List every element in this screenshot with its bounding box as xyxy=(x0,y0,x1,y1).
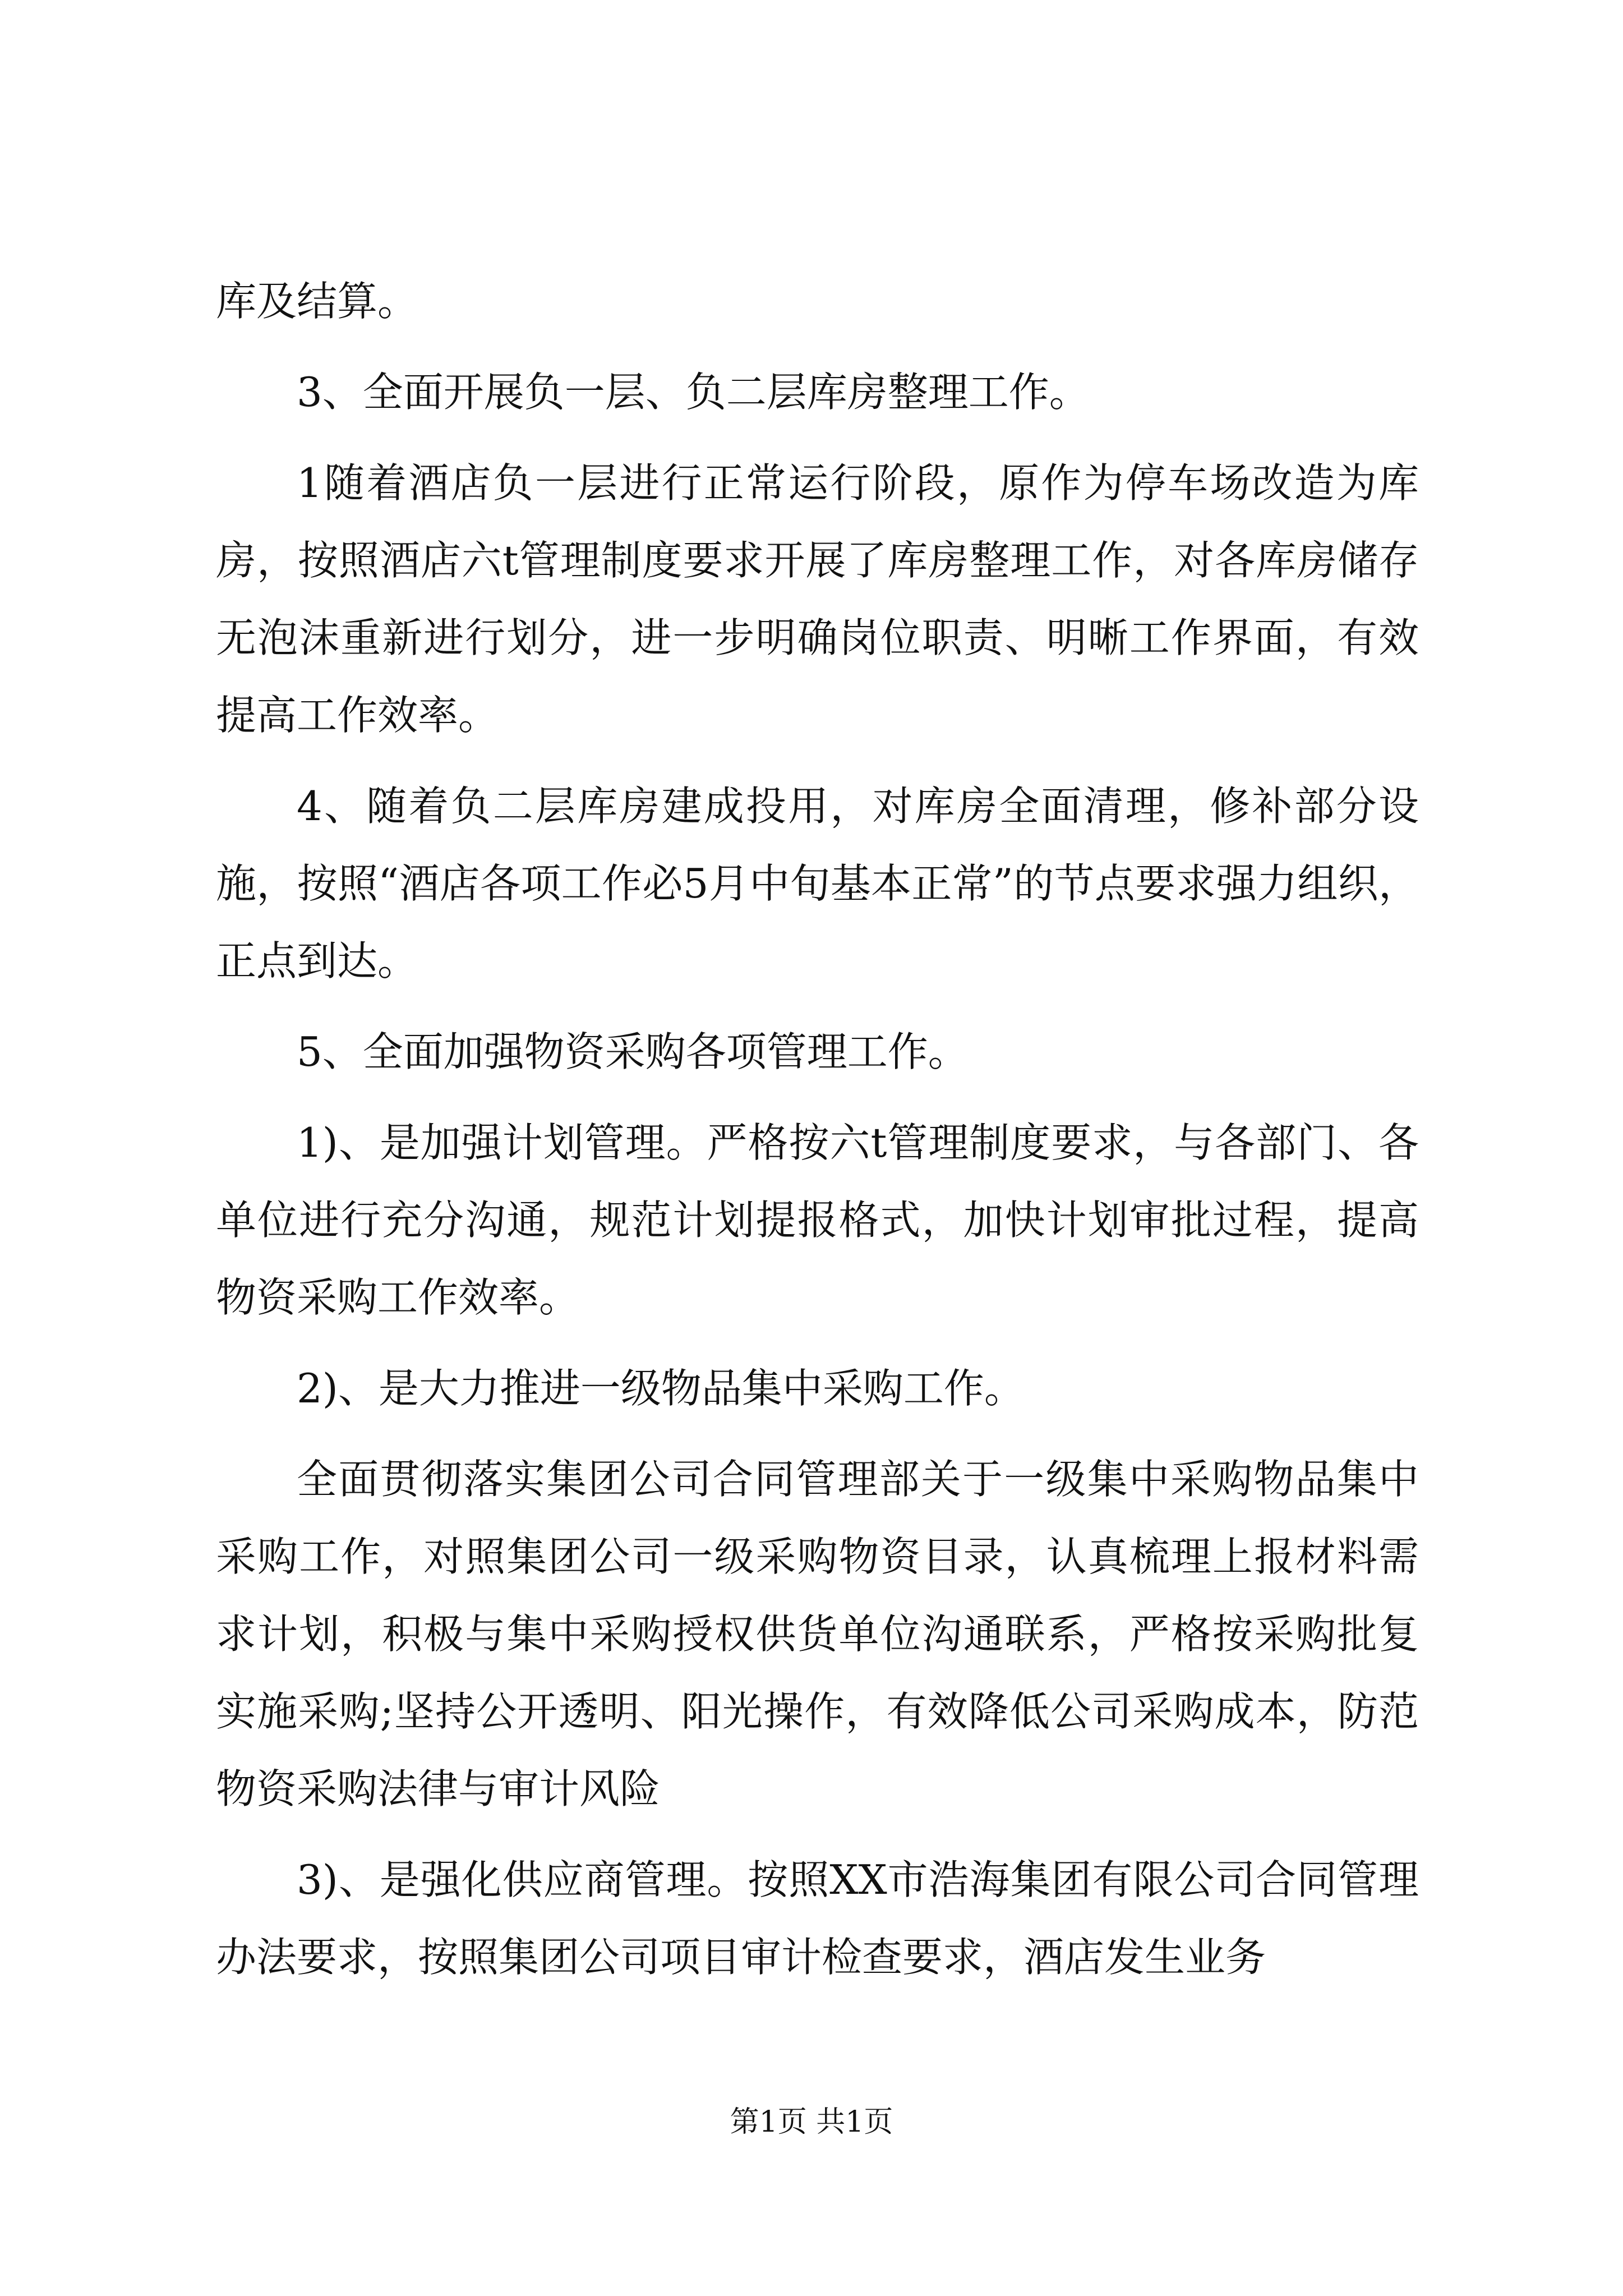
paragraph: 库及结算。 xyxy=(216,278,418,325)
paragraph: 1)、是加强计划管理。严格按六t管理制度要求，与各部门、各单位进行充分沟通，规范计划提报格式，加快计划审批过程，提高物资采购工作效率。 xyxy=(216,1119,1419,1321)
paragraph: 5、全面加强物资采购各项管理工作。 xyxy=(297,1028,969,1075)
paragraph: 4、随着负二层库房建成投用，对库房全面清理，修补部分设施，按照“酒店各项工作必5月中旬基本正常”的节点要求强力组织，正点到达。 xyxy=(216,783,1419,984)
page-number-footer: 第1页 共1页 xyxy=(730,2105,893,2139)
paragraph: 2)、是大力推进一级物品集中采购工作。 xyxy=(297,1365,1025,1412)
document-body xyxy=(216,263,1419,2009)
paragraph: 3、全面开展负一层、负二层库房整理工作。 xyxy=(297,369,1090,416)
paragraph: 1随着酒店负一层进行正常运行阶段，原作为停车场改造为库房，按照酒店六t管理制度要求开展了库房整理工作，对各库房储存无泡沫重新进行划分，进一步明确岗位职责、明晰工作界面，有效提高工作效率。 xyxy=(216,459,1419,739)
paragraph: 3)、是强化供应商管理。按照XX市浩海集团有限公司合同管理办法要求，按照集团公司项目审计检查要求，酒店发生业务 xyxy=(216,1856,1419,1981)
paragraph: 全面贯彻落实集团公司合同管理部关于一级集中采购物品集中采购工作，对照集团公司一级采购物资目录，认真梳理上报材料需求计划，积极与集中采购授权供货单位沟通联系，严格按采购批复实施采购;坚持公开透明、阳光操作，有效降低公司采购成本，防范物资采购法律与审计风险 xyxy=(216,1456,1419,1812)
